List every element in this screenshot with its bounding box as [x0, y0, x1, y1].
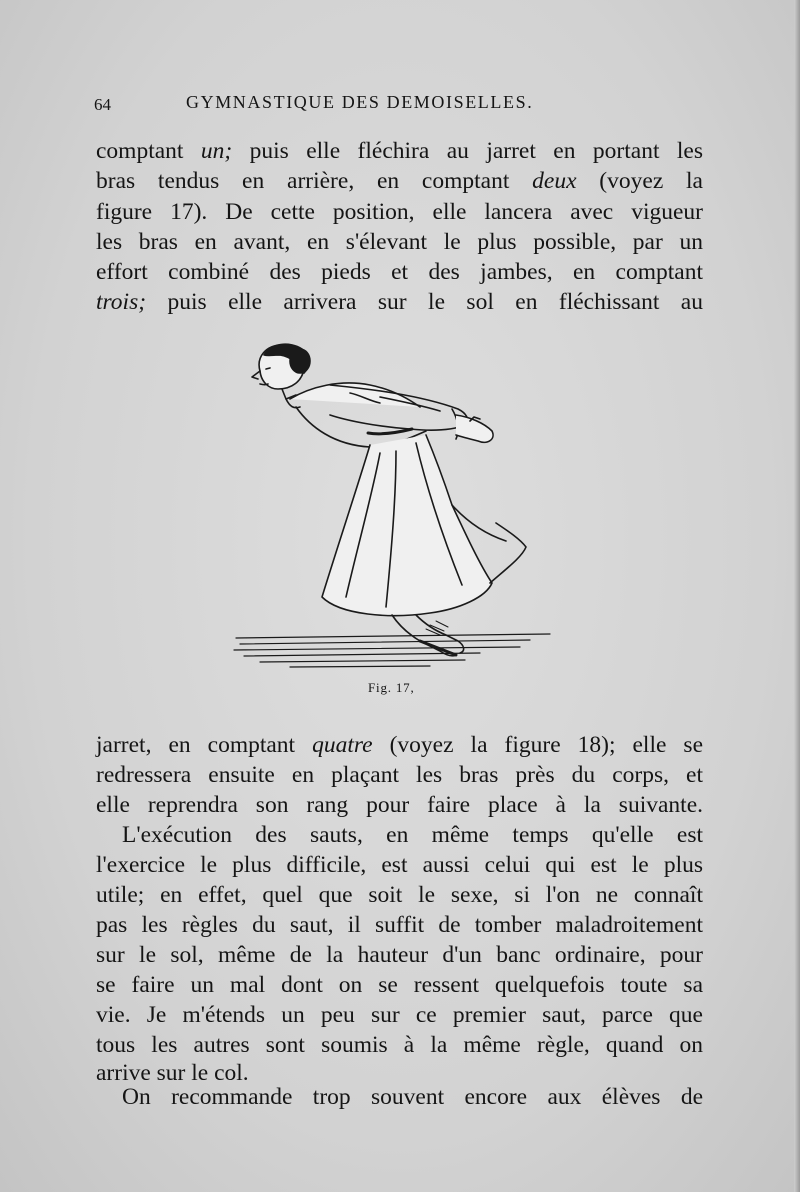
page-number: 64 [94, 95, 111, 114]
text-line: effort combiné des pieds et des jambes, en comptant [96, 259, 703, 285]
text-line: jarret, en comptant quatre (voyez la figure 18); elle se [96, 732, 704, 758]
text-line: sur le sol, même de la hauteur d'un banc ordinaire, pour [96, 942, 703, 968]
text-line: se faire un mal dont on se ressent quelquefois toute sa [96, 972, 703, 998]
text-line: redressera ensuite en plaçant les bras près du corps, et [96, 762, 703, 788]
text-line: pas les règles du saut, il suffit de tomber maladroitement [96, 912, 703, 938]
text-line: elle reprendra son rang pour faire place à la suivante. [96, 792, 703, 818]
page-edge-shadow [794, 0, 800, 1192]
text-line: comptant un; puis elle fléchira au jarret en portant les [96, 138, 703, 164]
woman-jumping-illustration [230, 335, 560, 680]
text-line: tous les autres sont soumis à la même règle, quand on [96, 1032, 703, 1058]
text-line: figure 17). De cette position, elle lancera avec vigueur [96, 199, 703, 225]
text-line: trois; puis elle arrivera sur le sol en fléchissant au [96, 289, 703, 315]
running-title: GYMNASTIQUE DES DEMOISELLES. [186, 92, 534, 112]
text-line: les bras en avant, en s'élevant le plus possible, par un [96, 229, 703, 255]
text-line: bras tendus en arrière, en comptant deux (voyez la [96, 168, 703, 194]
text-line: vie. Je m'étends un peu sur ce premier saut, parce que [96, 1002, 703, 1028]
text-line: l'exercice le plus difficile, est aussi celui qui est le plus [96, 852, 703, 878]
text-line: On recommande trop souvent encore aux élèves de [122, 1084, 703, 1110]
running-header [94, 92, 614, 118]
figure-caption: Fig. 17, [368, 680, 415, 695]
text-line: utile; en effet, quel que soit le sexe, si l'on ne connaît [96, 882, 703, 908]
text-line: L'exécution des sauts, en même temps qu'elle est [122, 822, 703, 848]
text-line: arrive sur le col. [96, 1060, 249, 1086]
